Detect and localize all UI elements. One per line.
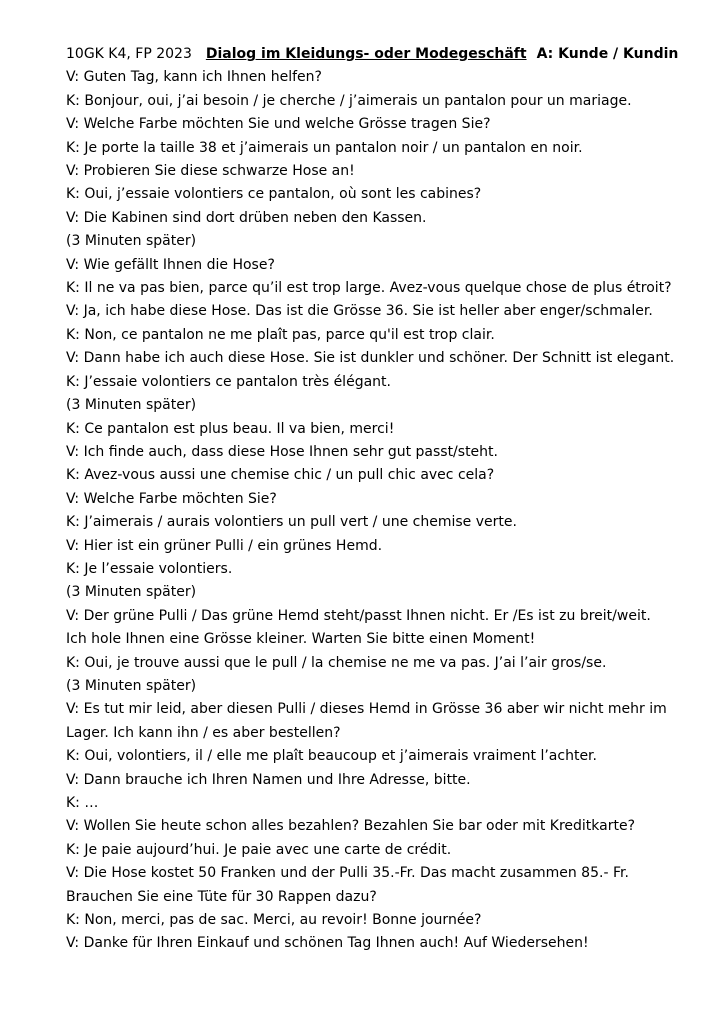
dialog-line: K: Avez-vous aussi une chemise chic / un pull chic avec cela? — [66, 467, 495, 484]
dialog-line: K: Non, merci, pas de sac. Merci, au revoir! Bonne journée? — [66, 912, 482, 929]
dialog-line: K: Ce pantalon est plus beau. Il va bien, merci! — [66, 420, 395, 437]
stage-direction: (3 Minuten später) — [66, 397, 197, 414]
stage-direction: (3 Minuten später) — [66, 233, 197, 250]
dialog-line: K: Il ne va pas bien, parce qu’il est trop large. Avez-vous quelque chose de plus étroit? — [66, 280, 672, 297]
dialog-line: V: Wie gefällt Ihnen die Hose? — [66, 256, 275, 273]
dialog-line-continuation: Brauchen Sie eine Tüte für 30 Rappen dazu? — [66, 888, 377, 905]
dialog-line: K: Bonjour, oui, j’ai besoin / je cherche / j’aimerais un pantalon pour un mariage. — [66, 92, 632, 109]
stage-direction: (3 Minuten später) — [66, 677, 197, 694]
dialog-line: K: Oui, volontiers, il / elle me plaît beaucoup et j’aimerais vraiment l’achter. — [66, 748, 597, 765]
dialog-line: V: Danke für Ihren Einkauf und schönen Tag Ihnen auch! Auf Wiedersehen! — [66, 935, 589, 952]
dialog-line: K: Oui, je trouve aussi que le pull / la chemise ne me va pas. J’ai l’air gros/se. — [66, 654, 607, 671]
dialog-line: V: Probieren Sie diese schwarze Hose an! — [66, 163, 355, 180]
dialog-line: K: Je l’essaie volontiers. — [66, 560, 233, 577]
dialog-body — [66, 66, 706, 955]
role-label: A: Kunde / Kundin — [536, 46, 679, 62]
dialog-line: V: Es tut mir leid, aber diesen Pulli / dieses Hemd in Grösse 36 aber wir nicht mehr im — [66, 701, 667, 718]
dialog-line: V: Die Hose kostet 50 Franken und der Pulli 35.-Fr. Das macht zusammen 85.- Fr. — [66, 865, 629, 882]
dialog-line: V: Welche Farbe möchten Sie? — [66, 490, 277, 507]
dialog-line: V: Ja, ich habe diese Hose. Das ist die Grösse 36. Sie ist heller aber enger/schmaler. — [66, 303, 653, 320]
course-label: 10GK K4, FP 2023 — [66, 46, 192, 62]
dialog-line: K: Non, ce pantalon ne me plaît pas, parce qu'il est trop clair. — [66, 326, 495, 343]
dialog-line: V: Welche Farbe möchten Sie und welche Grösse tragen Sie? — [66, 116, 491, 133]
dialog-line: K: … — [66, 795, 99, 811]
dialog-line: V: Die Kabinen sind dort drüben neben den Kassen. — [66, 209, 427, 226]
dialog-line: V: Dann habe ich auch diese Hose. Sie ist dunkler und schöner. Der Schnitt ist elegant. — [66, 350, 675, 367]
dialog-line: V: Dann brauche ich Ihren Namen und Ihre Adresse, bitte. — [66, 771, 471, 788]
dialog-line: K: J’aimerais / aurais volontiers un pull vert / une chemise verte. — [66, 514, 517, 531]
dialog-line: V: Guten Tag, kann ich Ihnen helfen? — [66, 69, 322, 86]
dialog-line: K: J’essaie volontiers ce pantalon très élégant. — [66, 373, 391, 390]
stage-direction: (3 Minuten später) — [66, 584, 197, 601]
dialog-line: K: Oui, j’essaie volontiers ce pantalon, où sont les cabines? — [66, 186, 482, 203]
document-header — [66, 43, 706, 66]
document-title: Dialog im Kleidungs- oder Modegeschäft — [205, 46, 527, 62]
document-page — [66, 43, 706, 956]
dialog-line: V: Der grüne Pulli / Das grüne Hemd steht/passt Ihnen nicht. Er /Es ist zu breit/weit. — [66, 607, 651, 624]
dialog-line: V: Hier ist ein grüner Pulli / ein grünes Hemd. — [66, 537, 383, 554]
dialog-line: V: Ich finde auch, dass diese Hose Ihnen sehr gut passt/steht. — [66, 443, 498, 460]
dialog-line-continuation: Lager. Ich kann ihn / es aber bestellen? — [66, 724, 341, 741]
dialog-line-continuation: Ich hole Ihnen eine Grösse kleiner. Warten Sie bitte einen Moment! — [66, 631, 536, 648]
dialog-line: K: Je paie aujourd’hui. Je paie avec une carte de crédit. — [66, 841, 452, 858]
dialog-line: K: Je porte la taille 38 et j’aimerais un pantalon noir / un pantalon en noir. — [66, 139, 583, 156]
dialog-line: V: Wollen Sie heute schon alles bezahlen? Bezahlen Sie bar oder mit Kreditkarte? — [66, 818, 636, 835]
